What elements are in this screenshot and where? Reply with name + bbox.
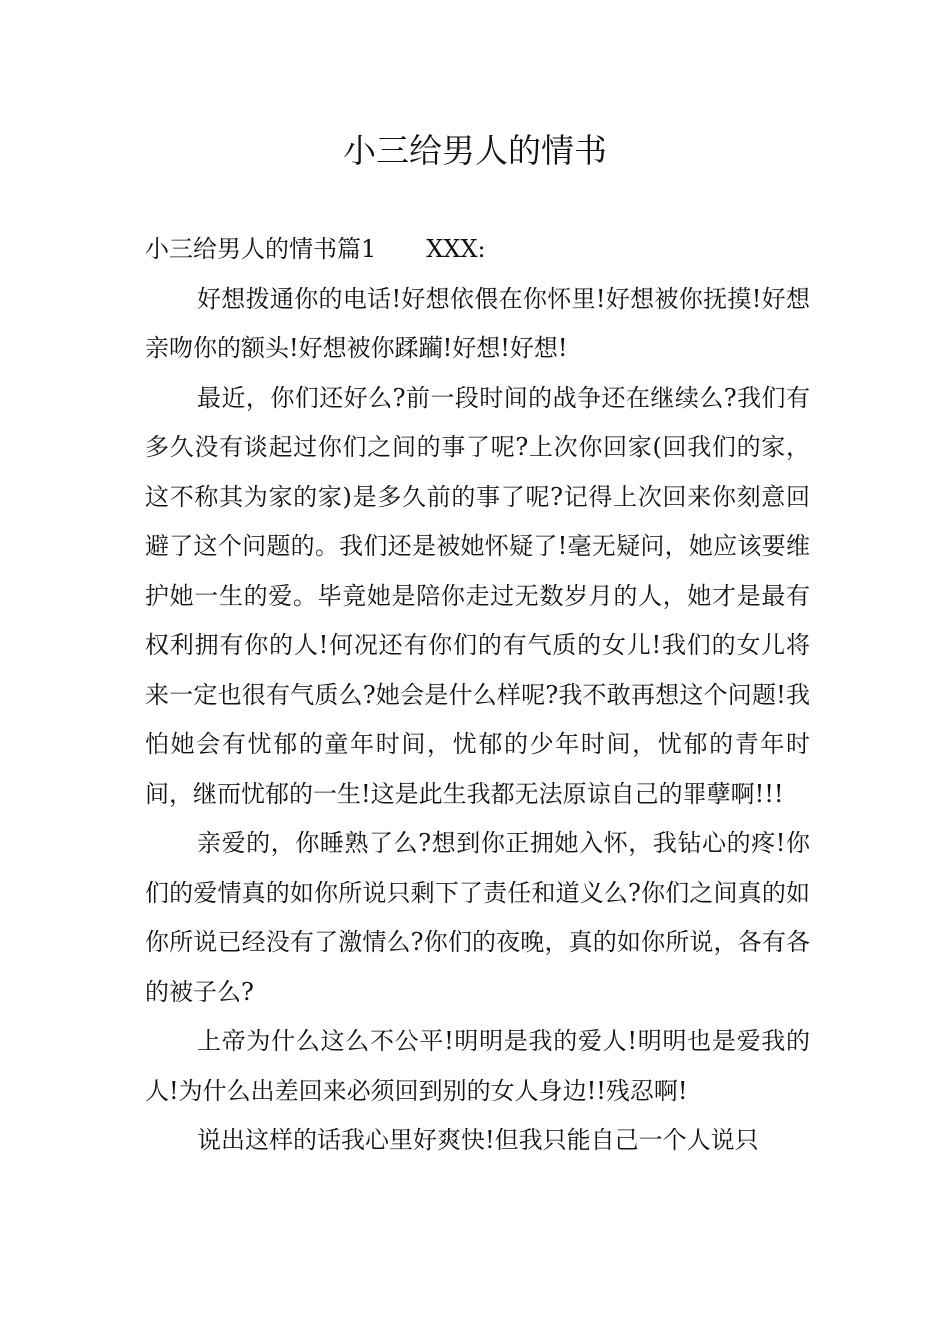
paragraph-3: 亲爱的，你睡熟了么?想到你正拥她入怀，我钻心的疼!你们的爱情真的如你所说只剩下了责任和道义么?你们之间真的如你所说已经没有了激情么?你们的夜晚，真的如你所说，各有各的被子么? (145, 829, 810, 1006)
document-title: 小三给男人的情书 (343, 131, 607, 170)
document-body (145, 225, 810, 1166)
paragraph-2: 最近，你们还好么?前一段时间的战争还在继续么?我们有多久没有谈起过你们之间的事了呢?上次你回家(回我们的家，这不称其为家的家)是多久前的事了呢?记得上次回来你刻意回避了这个问题的。我们还是被她怀疑了!毫无疑问，她应该要维护她一生的爱。毕竟她是陪你走过无数岁月的人，她才是最有权利拥有你的人!何况还有你们的有气质的女儿!我们的女儿将来一定也很有气质么?她会是什么样呢?我不敢再想这个问题!我怕她会有忧郁的童年时间，忧郁的少年时间，忧郁的青年时间，继而忧郁的一生!这是此生我都无法原谅自己的罪孽啊!!! (145, 383, 810, 808)
paragraph-4: 上帝为什么这么不公平!明明是我的爱人!明明也是爱我的人!为什么出差回来必须回到别的女人身边!!残忍啊! (145, 1027, 810, 1105)
paragraph-5: 说出这样的话我心里好爽快!但我只能自己一个人说只 (197, 1126, 759, 1154)
paragraph-1: 好想拨通你的电话!好想依偎在你怀里!好想被你抚摸!好想亲吻你的额头!好想被你蹂躏!好想!好想! (145, 284, 810, 362)
salutation: XXX: (426, 235, 486, 263)
section-heading: 小三给男人的情书篇1 (145, 235, 377, 263)
section-heading-line (145, 225, 810, 275)
